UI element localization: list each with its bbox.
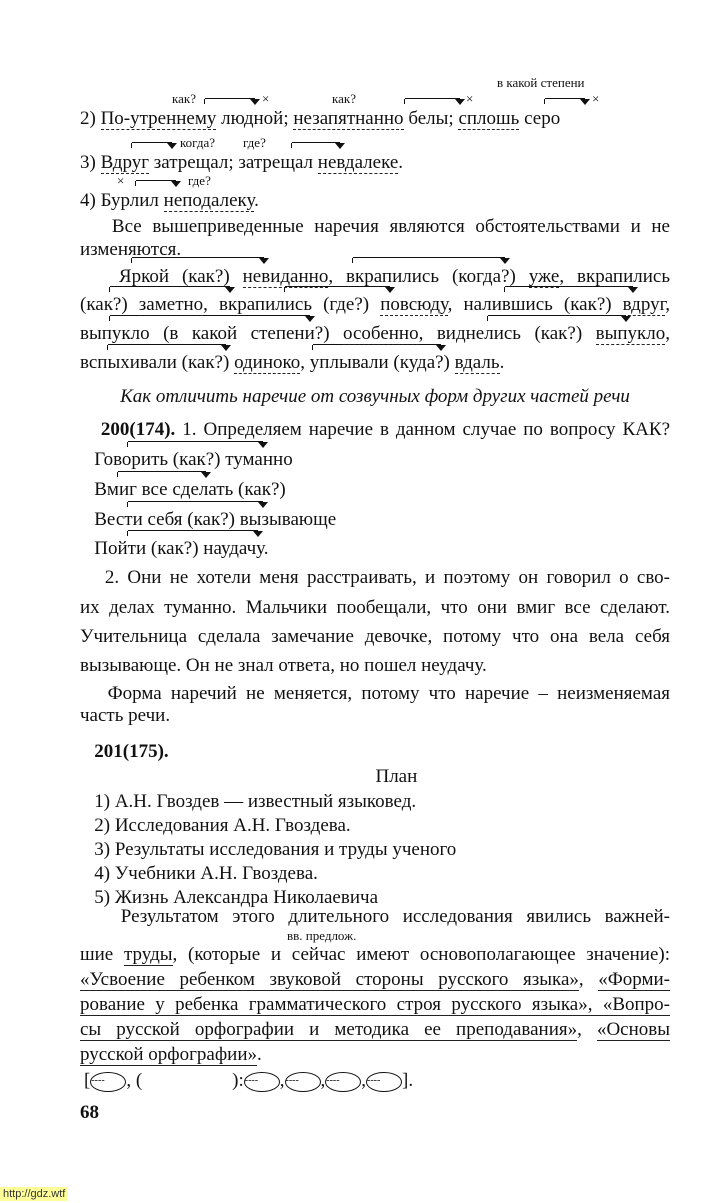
text-line (80, 655, 670, 677)
underlined-adverb: повсюду (380, 294, 448, 315)
text-line (80, 969, 670, 991)
text-segment: , вкрапились (559, 266, 670, 287)
bracket-arrow (405, 98, 460, 99)
text-segment: Говорить (как?) туманно (80, 449, 293, 470)
text-segment: Пойти (как?) наудачу. (80, 538, 269, 559)
text-line (80, 479, 670, 501)
page-number: 68 (80, 1102, 99, 1123)
text-segment: , (578, 969, 599, 990)
text-line (80, 352, 670, 374)
text-line (80, 683, 670, 705)
bracket-arrow (205, 98, 255, 99)
text-line (80, 266, 670, 288)
bracket-arrow (128, 441, 263, 442)
text-segment: затрещал; затрещал (149, 152, 318, 173)
text-segment: белы; (403, 108, 459, 129)
text-segment: , налившись (как?) (447, 294, 623, 315)
scheme-oval: ---- (285, 1072, 321, 1092)
text-segment: (как?) (80, 294, 139, 315)
text-segment: 2. Они не хотели меня расстраивать, и поэтому он говорил о сво- (80, 567, 670, 588)
text-line (80, 538, 670, 560)
underlined-adverb: незапятнанно (293, 108, 404, 129)
text-segment: , (которые и сейчас имеют основополагающее значение): (172, 944, 671, 965)
underlined-phrase: сы русской орфографии и методика ее преподавания» (80, 1019, 578, 1040)
text-line (80, 419, 670, 441)
text-line (80, 108, 670, 130)
text-segment: 3) Результаты исследования и труды ученого (80, 839, 457, 860)
text-segment: Как отличить наречие от созвучных форм других частей речи (120, 386, 630, 407)
bracket-arrow (136, 180, 176, 181)
text-segment: выпукло (в какой степени?) (80, 323, 343, 344)
scheme-oval: ---- (90, 1072, 126, 1092)
text-line (80, 1044, 670, 1066)
annotation-question: как? (172, 91, 196, 106)
scheme-comma: , (279, 1070, 285, 1091)
text-line (80, 994, 670, 1016)
text-segment: 3) (80, 152, 101, 173)
annotation-question: в какой степени (497, 75, 585, 90)
text-segment (80, 419, 101, 440)
underlined-adverb: По-утреннему (100, 108, 217, 129)
text-line (80, 323, 670, 345)
text-line (80, 791, 670, 813)
text-segment: 4) Бурлил (80, 190, 164, 211)
text-line (80, 509, 670, 531)
bracket-arrow (128, 501, 263, 502)
cross-mark: × (466, 91, 474, 106)
cross-mark: × (592, 91, 600, 106)
text-segment: . (254, 190, 259, 211)
annotation-question: когда? (180, 135, 215, 150)
text-segment: 200(174). (100, 419, 176, 440)
text-segment: Учительница сделала замечание девочке, потому что она вела себя (80, 626, 670, 647)
text-segment: 1. Определяем наречие в данном случае по вопросу КАК? (175, 419, 671, 440)
text-line (80, 741, 670, 763)
text-segment: 2) Исследования А.Н. Гвоздева. (80, 815, 351, 836)
text-segment: 201(175). (94, 741, 169, 762)
scheme-bracket-open: [ (84, 1070, 91, 1091)
text-line (80, 863, 670, 885)
annotation-intro-sentence: вв. предлож. (287, 928, 357, 943)
text-segment: людной; (216, 108, 294, 129)
scheme-comma: , (320, 1070, 326, 1091)
underlined-adverb: вдруг (622, 294, 666, 315)
underlined-adverb: невиданно (242, 266, 329, 287)
text-line (80, 839, 670, 861)
text-line (80, 567, 670, 589)
scheme-oval: ---- (366, 1072, 402, 1092)
bracket-arrow (118, 471, 206, 472)
text-line (80, 705, 670, 727)
annotation-question: как? (332, 91, 356, 106)
scheme-paren-open: ( (135, 1070, 143, 1091)
underlined-phrase: русской орфографии» (80, 1044, 257, 1065)
underlined-phrase: рование у ребенка грамматического строя русского языка», «Вопро- (80, 994, 670, 1015)
scheme-comma: , (361, 1070, 367, 1091)
text-line (80, 152, 670, 174)
annotation-question: где? (243, 135, 266, 150)
text-segment: , виднелись (как?) (418, 323, 596, 344)
underlined-phrase: «Основы (596, 1019, 670, 1040)
underlined-adverb: вдаль (454, 352, 500, 373)
source-link[interactable]: http://gdz.wtf (0, 1187, 68, 1201)
underlined-adverb: Вдруг (100, 152, 149, 173)
text-segment: План (332, 766, 418, 787)
underlined-adverb: одиноко (234, 352, 301, 373)
text-line (80, 190, 670, 212)
text-segment: . (398, 152, 404, 173)
annotation-question: где? (188, 173, 211, 188)
text-segment: часть речи. (80, 705, 171, 726)
cross-mark: × (262, 91, 270, 106)
text-segment: , (665, 294, 670, 315)
text-line (80, 906, 670, 928)
text-segment: шие (80, 944, 124, 965)
text-segment: 5) Жизнь Александра Николаевича (80, 887, 378, 908)
text-line (80, 386, 670, 408)
text-segment: , вкрапились (когда?) (328, 266, 529, 287)
text-segment: Яркой (как?) (80, 266, 243, 287)
text-segment: вспыхивали (как?) (80, 352, 235, 373)
text-line (80, 239, 670, 261)
underlined-adverb: уже (528, 266, 560, 287)
scheme-paren-close: ): (232, 1070, 244, 1091)
scheme-oval: ---- (325, 1072, 361, 1092)
text-line (80, 766, 670, 788)
underlined-adverb: выпукло (595, 323, 666, 344)
text-segment: их делах туманно. Мальчики пообещали, что они вмиг все сделают. (80, 597, 670, 618)
bracket-arrow (545, 98, 585, 99)
underlined-adverb: невдалеке (317, 152, 399, 173)
text-line (80, 815, 670, 837)
text-segment: вызывающе. Он не знал ответа, но пошел неудачу. (80, 655, 487, 676)
bracket-arrow (132, 142, 172, 143)
sentence-scheme (84, 1070, 674, 1092)
underlined-phrase: труды (124, 944, 173, 965)
bracket-arrow (292, 142, 340, 143)
text-segment (80, 741, 94, 762)
underlined-adverb: особенно (343, 323, 419, 344)
text-segment: изменяются. (80, 239, 182, 260)
text-segment: , вкрапились (где?) (203, 294, 381, 315)
underlined-adverb: заметно (138, 294, 204, 315)
text-segment: , уплывали (куда?) (300, 352, 455, 373)
text-line (80, 1019, 670, 1041)
text-segment: 2) (80, 108, 101, 129)
text-segment: серо (519, 108, 561, 129)
text-segment: Вести себя (как?) вызывающе (80, 509, 337, 530)
text-segment: . (499, 352, 505, 373)
text-line (80, 597, 670, 619)
text-line (80, 944, 670, 966)
text-segment: Форма наречий не меняется, потому что наречие – неизменяемая (80, 683, 670, 704)
text-line (80, 216, 670, 238)
underlined-phrase: «Форми- (598, 969, 670, 990)
underlined-adverb: неподалеку (163, 190, 255, 211)
text-line (80, 294, 670, 316)
scheme-oval: ---- (244, 1072, 280, 1092)
scheme-comma: , (126, 1070, 132, 1091)
text-segment: , (577, 1019, 597, 1040)
underlined-adverb: сплошь (458, 108, 520, 129)
cross-mark: × (117, 173, 125, 188)
text-line (80, 626, 670, 648)
scheme-bracket-close: ]. (402, 1070, 414, 1091)
text-segment: , (665, 323, 670, 344)
text-segment: Результатом этого длительного исследования явились важней- (80, 906, 670, 927)
underlined-phrase: «Усвоение ребенком звуковой стороны русского языка» (80, 969, 579, 990)
text-line (80, 449, 670, 471)
text-segment: Все вышеприведенные наречия являются обстоятельствами и не (80, 216, 670, 237)
text-segment: . (256, 1044, 262, 1065)
text-segment: Вмиг все сделать (как?) (80, 479, 286, 500)
text-segment: 4) Учебники А.Н. Гвоздева. (80, 863, 318, 884)
text-segment: 1) А.Н. Гвоздев — известный языковед. (80, 791, 417, 812)
